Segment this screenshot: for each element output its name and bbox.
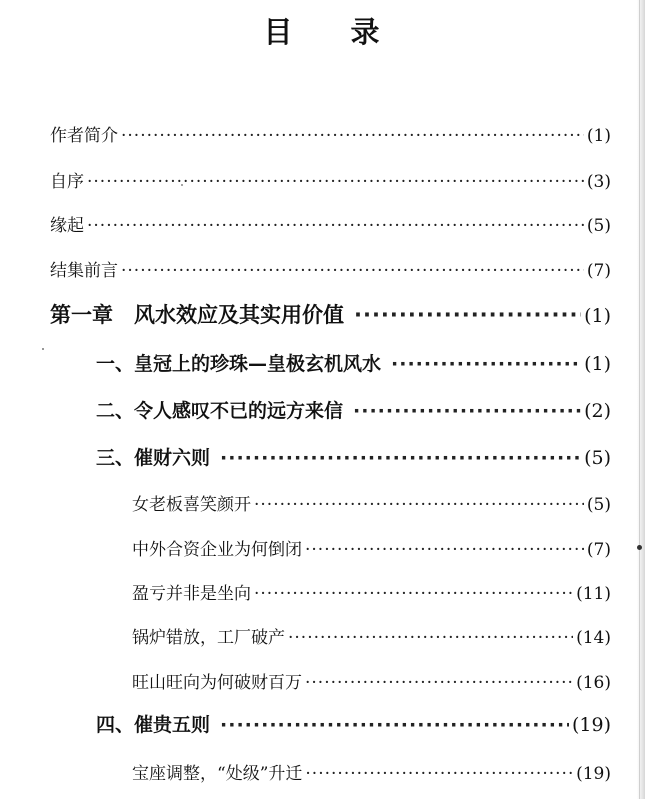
toc-page-number: (7): [586, 261, 611, 281]
toc-entry-subsection[interactable]: [132, 535, 611, 560]
toc-page-number: (19): [571, 714, 611, 736]
toc-entry-label: 旺山旺向为何破财百万: [132, 673, 302, 693]
dot-leader: [305, 673, 573, 693]
toc-entry-subsection[interactable]: [132, 579, 611, 604]
toc-page-number: (16): [576, 673, 611, 693]
toc-entry-label: 自序: [50, 172, 84, 192]
toc-entry-label: 四、催贵五则: [96, 714, 211, 736]
scan-speck: [637, 545, 642, 550]
toc-entry-origin[interactable]: [50, 211, 611, 236]
dot-leader: [353, 400, 581, 422]
toc-page-number: (5): [586, 495, 611, 515]
dot-leader: [220, 714, 569, 736]
dot-leader: [254, 584, 573, 604]
toc-page-number: (1): [584, 305, 611, 327]
toc-page-number: (1): [586, 126, 611, 146]
toc-entry-subsection[interactable]: [132, 668, 611, 693]
toc-entry-label: 女老板喜笑颜开: [132, 495, 251, 515]
toc-entry-label: 缘起: [50, 216, 84, 236]
scan-speck: [42, 348, 44, 350]
dot-leader: [87, 172, 584, 192]
toc-entry-author-intro[interactable]: [50, 121, 611, 146]
dot-leader: [121, 126, 584, 146]
title-char-2: 录: [350, 15, 382, 49]
toc-entry-chapter-1[interactable]: [50, 299, 611, 329]
toc-page-number: (19): [576, 764, 611, 784]
dot-leader: [288, 628, 573, 648]
scan-speck: [181, 184, 183, 186]
toc-entry-subsection[interactable]: [132, 759, 611, 784]
dot-leader: [121, 261, 584, 281]
dot-leader: [391, 353, 581, 375]
toc-page-number: (2): [584, 400, 611, 422]
toc-page-number: (5): [586, 216, 611, 236]
toc-entry-subsection[interactable]: [132, 623, 611, 648]
toc-entry-section-2[interactable]: [96, 396, 611, 423]
toc-entry-section-1[interactable]: [96, 349, 611, 376]
toc-entry-preface[interactable]: [50, 167, 611, 192]
toc-page-number: (14): [576, 628, 611, 648]
toc-page-number: (5): [584, 447, 611, 469]
dot-leader: [254, 495, 584, 515]
toc-entry-section-3[interactable]: [96, 443, 611, 470]
dot-leader: [220, 447, 581, 469]
toc-entry-label: 一、皇冠上的珍珠—皇极玄机风水: [96, 353, 382, 375]
toc-entry-section-4[interactable]: [96, 710, 611, 737]
page-edge-shadow: [637, 0, 645, 799]
toc-entry-label: 二、令人感叹不已的远方来信: [96, 400, 344, 422]
dot-leader: [354, 303, 581, 327]
toc-entry-label: 第一章 风水效应及其实用价值: [50, 303, 344, 327]
toc-page-number: (11): [576, 584, 611, 604]
toc-page-number: (7): [586, 540, 611, 560]
toc-entry-subsection[interactable]: [132, 490, 611, 515]
toc-entry-label: 盈亏并非是坐向: [132, 584, 251, 604]
toc-page-number: (3): [586, 172, 611, 192]
title-char-1: 目: [263, 15, 295, 49]
toc-entry-label: 作者简介: [50, 126, 118, 146]
page-title: [0, 10, 645, 51]
dot-leader: [305, 764, 573, 784]
toc-entry-label: 锅炉错放，工厂破产: [132, 628, 285, 648]
toc-entry-label: 中外合资企业为何倒闭: [132, 540, 302, 560]
toc-entry-label: 结集前言: [50, 261, 118, 281]
toc-entry-foreword[interactable]: [50, 256, 611, 281]
dot-leader: [87, 216, 584, 236]
toc-entry-label: 宝座调整，“处级”升迁: [132, 764, 303, 784]
toc-entry-label: 三、催财六则: [96, 447, 211, 469]
toc-page-number: (1): [584, 353, 611, 375]
dot-leader: [305, 540, 584, 560]
